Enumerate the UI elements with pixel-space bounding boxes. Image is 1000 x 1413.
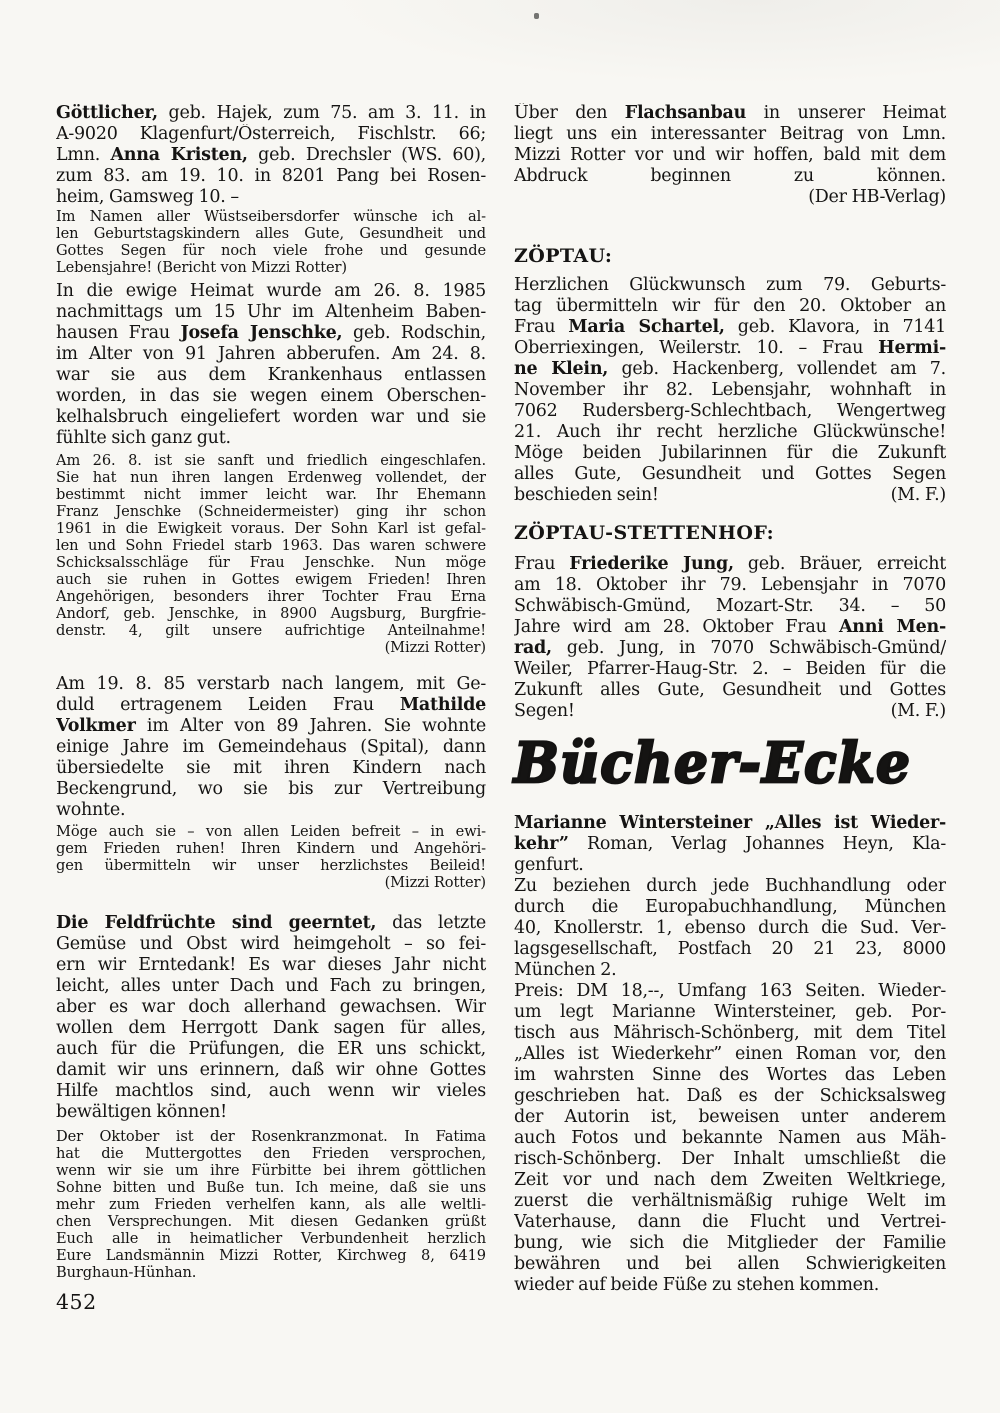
right-column [514,103,946,1296]
text-line: chen Versprechungen. Mit diesen Gedanken grüßt [56,1213,486,1230]
text-line: Oberriexingen, Weilerstr. 10. – Frau Hermi- [514,338,946,358]
text-line: Burghaun-Hünhan. [56,1264,197,1281]
text-line: aber es war doch allerhand gewachsen. Wir [56,997,486,1017]
text-line: Andorf, geb. Jenschke, in 8900 Augsburg, Burgfrie- [56,605,486,622]
text-line: (Mizzi Rotter) [384,874,486,891]
jenschke-obituary-note [56,452,486,656]
section-heading-zoeptau: ZÖPTAU: [514,245,613,267]
text-line: Jahre wird am 28. Oktober Frau Anni Men- [514,617,946,637]
text-line: bewältigen können! [56,1102,227,1122]
text-line: Euch alle in heimatlicher Verbundenheit herzlich [56,1230,486,1247]
text-line: Am 19. 8. 85 verstarb nach langem, mit Ge- [56,674,486,694]
text-line: Gottes Segen für noch viele frohe und gesunde [56,242,486,259]
text-line: Gemüse und Obst wird heimgeholt – so fei- [56,934,486,954]
book-title-paragraph [514,813,946,876]
text-line: gem Frieden ruhen! Ihren Kindern und Angehöri- [56,840,486,857]
text-line: bestimmt nicht immer leicht war. Ihr Ehemann [56,486,486,503]
text-line: duld ertragenem Leiden Frau Mathilde [56,695,486,715]
text-line: auch für die Prüfungen, die ER uns schickt, [56,1039,486,1059]
text-line: Frau Maria Schartel, geb. Klavora, in 7141 [514,317,946,337]
text-line: In die ewige Heimat wurde am 26. 8. 1985 [56,281,486,301]
zoeptau-birthday-greetings [514,275,946,506]
text-line: „Alles ist Wiederkehr” einen Roman vor, den [514,1044,946,1064]
text-line: hat die Muttergottes den Frieden versprochen, [56,1145,486,1162]
text-line: tag übermitteln wir für den 20. Oktober an [514,296,946,316]
stettenhof-birthday-greetings [514,554,946,722]
text-line: len und Sohn Friedel starb 1963. Das waren schwere [56,537,486,554]
text-line: ne Klein, geb. Hackenberg, vollendet am 7. [514,359,946,379]
text-line: A-9020 Klagenfurt/Österreich, Fischlstr. 66; [56,124,486,144]
text-line: auch sie ruhen in Gottes ewigem Frieden! Ihren [56,571,486,588]
text-line: 40, Knollerstr. 1, ebenso durch die Sud. Ver- [514,918,946,938]
text-line: München 2. [514,960,617,980]
text-line: lagsgesellschaft, Postfach 20 21 23, 8000 [514,939,946,959]
text-line: Über den Flachsanbau in unserer Heimat [514,103,946,123]
text-line: alles Gute, Gesundheit und Gottes Segen [514,464,946,484]
page-number: 452 [56,1290,97,1314]
text-line: Herzlichen Glückwunsch zum 79. Geburts- [514,275,946,295]
text-line: len Geburtstagskindern alles Gute, Gesundheit und [56,225,486,242]
text-line: damit wir uns erinnern, daß wir ohne Gottes [56,1060,486,1080]
text-line: heim, Gamsweg 10. – [56,187,239,207]
text-line: worden, in das sie wegen einem Oberschen- [56,386,486,406]
text-line: im Alter von 91 Jahren abberufen. Am 24. 8. [56,344,486,364]
text-line: im wahrsten Sinne des Wortes das Leben [514,1065,946,1085]
text-line: 7062 Rudersberg-Schlechtbach, Wengertweg [514,401,946,421]
text-line: Volkmer im Alter von 89 Jahren. Sie wohnte [56,716,486,736]
text-line: Preis: DM 18,--, Umfang 163 Seiten. Wieder- [514,981,946,1001]
text-line: risch-Schönberg. Der Inhalt umschließt die [514,1149,946,1169]
text-line: beschieden sein! (M. F.) [514,485,946,505]
text-line: mehr zum Frieden verhelfen kann, als alle weltli- [56,1196,486,1213]
text-line: Marianne Wintersteiner „Alles ist Wieder- [514,813,946,833]
text-line: gen übermitteln wir unser herzlichstes Beileid! [56,857,486,874]
text-line: tisch aus Mährisch-Schönberg, mit dem Titel [514,1023,946,1043]
text-line: am 18. Oktober ihr 79. Lebensjahr in 7070 [514,575,946,595]
text-line: war sie aus dem Krankenhaus entlassen [56,365,486,385]
text-line: Beckengrund, wo sie bis zur Vertreibung [56,779,486,799]
text-line: Lebensjahre! (Bericht von Mizzi Rotter) [56,259,347,276]
flachsanbau-notice [514,103,946,208]
book-review-paragraph [514,981,946,1296]
text-line: kehr” Roman, Verlag Johannes Heyn, Kla- [514,834,946,854]
text-line: November ihr 82. Lebensjahr, wohnhaft in [514,380,946,400]
text-line: zum 83. am 19. 10. in 8201 Pang bei Rosen- [56,166,486,186]
text-line: wieder auf beide Füße zu stehen kommen. [514,1275,880,1295]
scan-speck [534,13,539,19]
text-line: nachmittags um 15 Uhr im Altenheim Baben- [56,302,486,322]
text-line: Möge auch sie – von allen Leiden befreit – in ewi- [56,823,486,840]
text-line: (Der HB-Verlag) [808,187,946,207]
text-line: Angehörigen, besonders ihrer Tochter Frau Erna [56,588,486,605]
text-line: denstr. 4, gilt unsere aufrichtige Anteilnahme! [56,622,486,639]
text-line: Eure Landsmännin Mizzi Rotter, Kirchweg 8, 6419 [56,1247,486,1264]
text-line: auch Fotos und bekannte Namen aus Mäh- [514,1128,946,1148]
text-line: bung, wie sich die Mitglieder der Familie [514,1233,946,1253]
text-line: Franz Jenschke (Schneidermeister) ging ihr schon [56,503,486,520]
text-line: Zu beziehen durch jede Buchhandlung oder [514,876,946,896]
text-line: 21. Auch ihr recht herzliche Glückwünsche! [514,422,946,442]
text-line: durch die Europabuchhandlung, München [514,897,946,917]
text-line: um legt Marianne Wintersteiner, geb. Por- [514,1002,946,1022]
text-line: der Autorin ist, beweisen unter anderem [514,1107,946,1127]
text-line: wenn wir sie um ihre Fürbitte bei ihrem göttlichen [56,1162,486,1179]
text-line: Zukunft alles Gute, Gesundheit und Gottes [514,680,946,700]
harvest-thanksgiving-paragraph [56,913,486,1123]
left-column [56,103,486,1281]
text-line: Möge beiden Jubilarinnen für die Zukunft [514,443,946,463]
text-line: rad, geb. Jung, in 7070 Schwäbisch-Gmünd/ [514,638,946,658]
text-line: wollen dem Herrgott Dank sagen für alles, [56,1018,486,1038]
text-line: Schwäbisch-Gmünd, Mozart-Str. 34. – 50 [514,596,946,616]
text-line: einige Jahre im Gemeindehaus (Spital), dann [56,737,486,757]
text-line: übersiedelte sie mit ihren Kindern nach [56,758,486,778]
volkmer-condolence-note [56,823,486,891]
buecher-ecke-heading: Bücher-Ecke [514,730,912,796]
text-line: Mizzi Rotter vor und wir hoffen, bald mit dem [514,145,946,165]
text-line: Sie hat nun ihren langen Erdenweg vollendet, der [56,469,486,486]
text-line: Der Oktober ist der Rosenkranzmonat. In Fatima [56,1128,486,1145]
text-line: zuerst die verhältnismäßig ruhige Welt im [514,1191,946,1211]
birthday-wishes-note [56,208,486,276]
section-heading-zoeptau-stettenhof: ZÖPTAU-STETTENHOF: [514,522,774,544]
text-line: kelhalsbruch eingeliefert worden war und sie [56,407,486,427]
text-line: Sohne bitten und Buße tun. Ich meine, daß sie uns [56,1179,486,1196]
text-line: Schicksalsschläge für Frau Jenschke. Nun möge [56,554,486,571]
text-line: leicht, alles unter Dach und Fach zu bringen, [56,976,486,996]
text-line: Segen! (M. F.) [514,701,946,721]
text-line: Vaterhause, dann die Flucht und Vertrei- [514,1212,946,1232]
text-line: Weiler, Pfarrer-Haug-Str. 2. – Beiden für die [514,659,946,679]
text-line: hausen Frau Josefa Jenschke, geb. Rodschin, [56,323,486,343]
text-line: geschrieben hat. Daß es der Schicksalsweg [514,1086,946,1106]
text-line: Die Feldfrüchte sind geerntet, das letzte [56,913,486,933]
text-line: Am 26. 8. ist sie sanft und friedlich eingeschlafen. [56,452,486,469]
text-line: 1961 in die Ewigkeit voraus. Der Sohn Karl ist gefal- [56,520,486,537]
text-line: ern wir Erntedank! Es war dieses Jahr nicht [56,955,486,975]
text-line: wohnte. [56,800,126,820]
text-line: Lmn. Anna Kristen, geb. Drechsler (WS. 60), [56,145,486,165]
october-rosary-note [56,1128,486,1281]
text-line: Göttlicher, geb. Hajek, zum 75. am 3. 11. in [56,103,486,123]
text-line: genfurt. [514,855,584,875]
text-line: bewähren und bei allen Schwierigkeiten [514,1254,946,1274]
text-line: liegt uns ein interessanter Beitrag von Lmn. [514,124,946,144]
text-line: Abdruck beginnen zu können. [514,166,946,186]
text-line: Im Namen aller Wüstseibersdorfer wünsche ich al- [56,208,486,225]
text-line: (Mizzi Rotter) [384,639,486,656]
text-line: Hilfe machtlos sind, auch wenn wir vieles [56,1081,486,1101]
obituary-josefa-jenschke [56,281,486,449]
obituary-mathilde-volkmer [56,674,486,821]
birthday-notices-goettlicher-kristen [56,103,486,208]
book-ordering-paragraph [514,876,946,981]
text-line: Zeit vor und nach dem Zweiten Weltkriege, [514,1170,946,1190]
text-line: Frau Friederike Jung, geb. Bräuer, erreicht [514,554,946,574]
text-line: fühlte sich ganz gut. [56,428,231,448]
